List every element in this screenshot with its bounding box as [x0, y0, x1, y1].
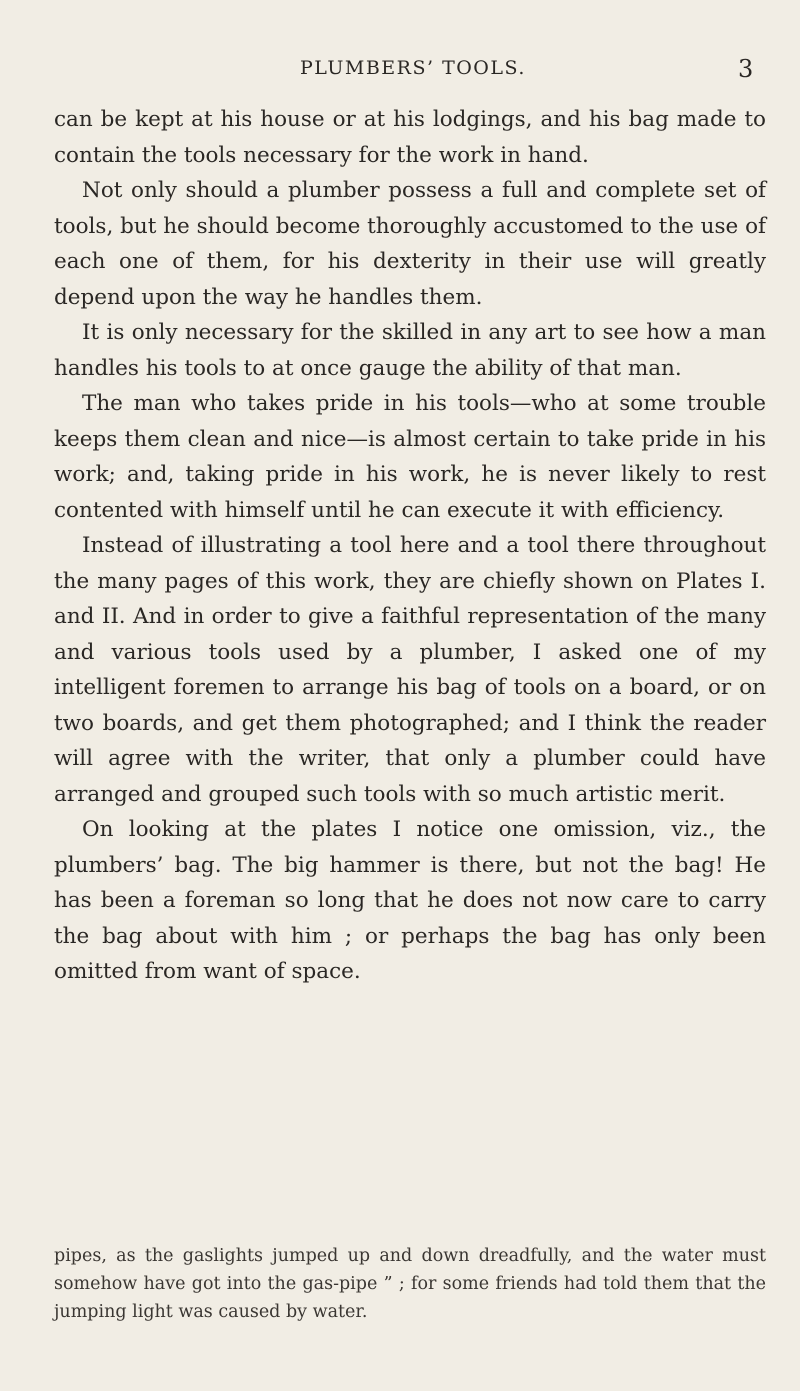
paragraph-continued: can be kept at his house or at his lodgings, and his bag made to contain the tools necessary for the work in hand. — [54, 107, 766, 168]
body-text — [54, 102, 766, 990]
running-head — [0, 55, 800, 85]
page-number: 3 — [738, 55, 754, 83]
paragraph: It is only necessary for the skilled in any art to see how a man handles his tools to at once gauge the ability of that man. — [54, 320, 766, 381]
paragraph: The man who takes pride in his tools—who at some trouble keeps them clean and nice—is almost certain to take pride in his work; and, taking pride in his work, he is never likely to rest contented with himself until he can execute it with efficiency. — [54, 391, 766, 523]
paragraph: Not only should a plumber possess a full and complete set of tools, but he should become thoroughly accustomed to the use of each one of them, for his dexterity in their use will greatly depend upon the way he handles them. — [54, 178, 766, 310]
paragraph: On looking at the plates I notice one omission, viz., the plumbers’ bag. The big hammer is there, but not the bag! He has been a foreman so long that he does not now care to carry the bag about with him ; or perhaps the bag has only been omitted from want of space. — [54, 817, 766, 984]
paragraph: Instead of illustrating a tool here and a tool there throughout the many pages of this work, they are chiefly shown on Plates I. and II. And in order to give a faithful representation of the many and various tools used by a plumber, I asked one of my intelligent foremen to arrange his bag of tools on a board, or on two boards, and get them photographed; and I think the reader will agree with the writer, that only a plumber could have arranged and grouped such tools with so much artistic merit. — [54, 533, 766, 807]
footnote-text: pipes, as the gaslights jumped up and down dreadfully, and the water must somehow have got into the gas-pipe ” ; for some friends had told them that the jumping light was caused by water. — [54, 1246, 766, 1322]
running-title: PLUMBERS’ TOOLS. — [300, 57, 526, 79]
footnote — [54, 1242, 766, 1326]
